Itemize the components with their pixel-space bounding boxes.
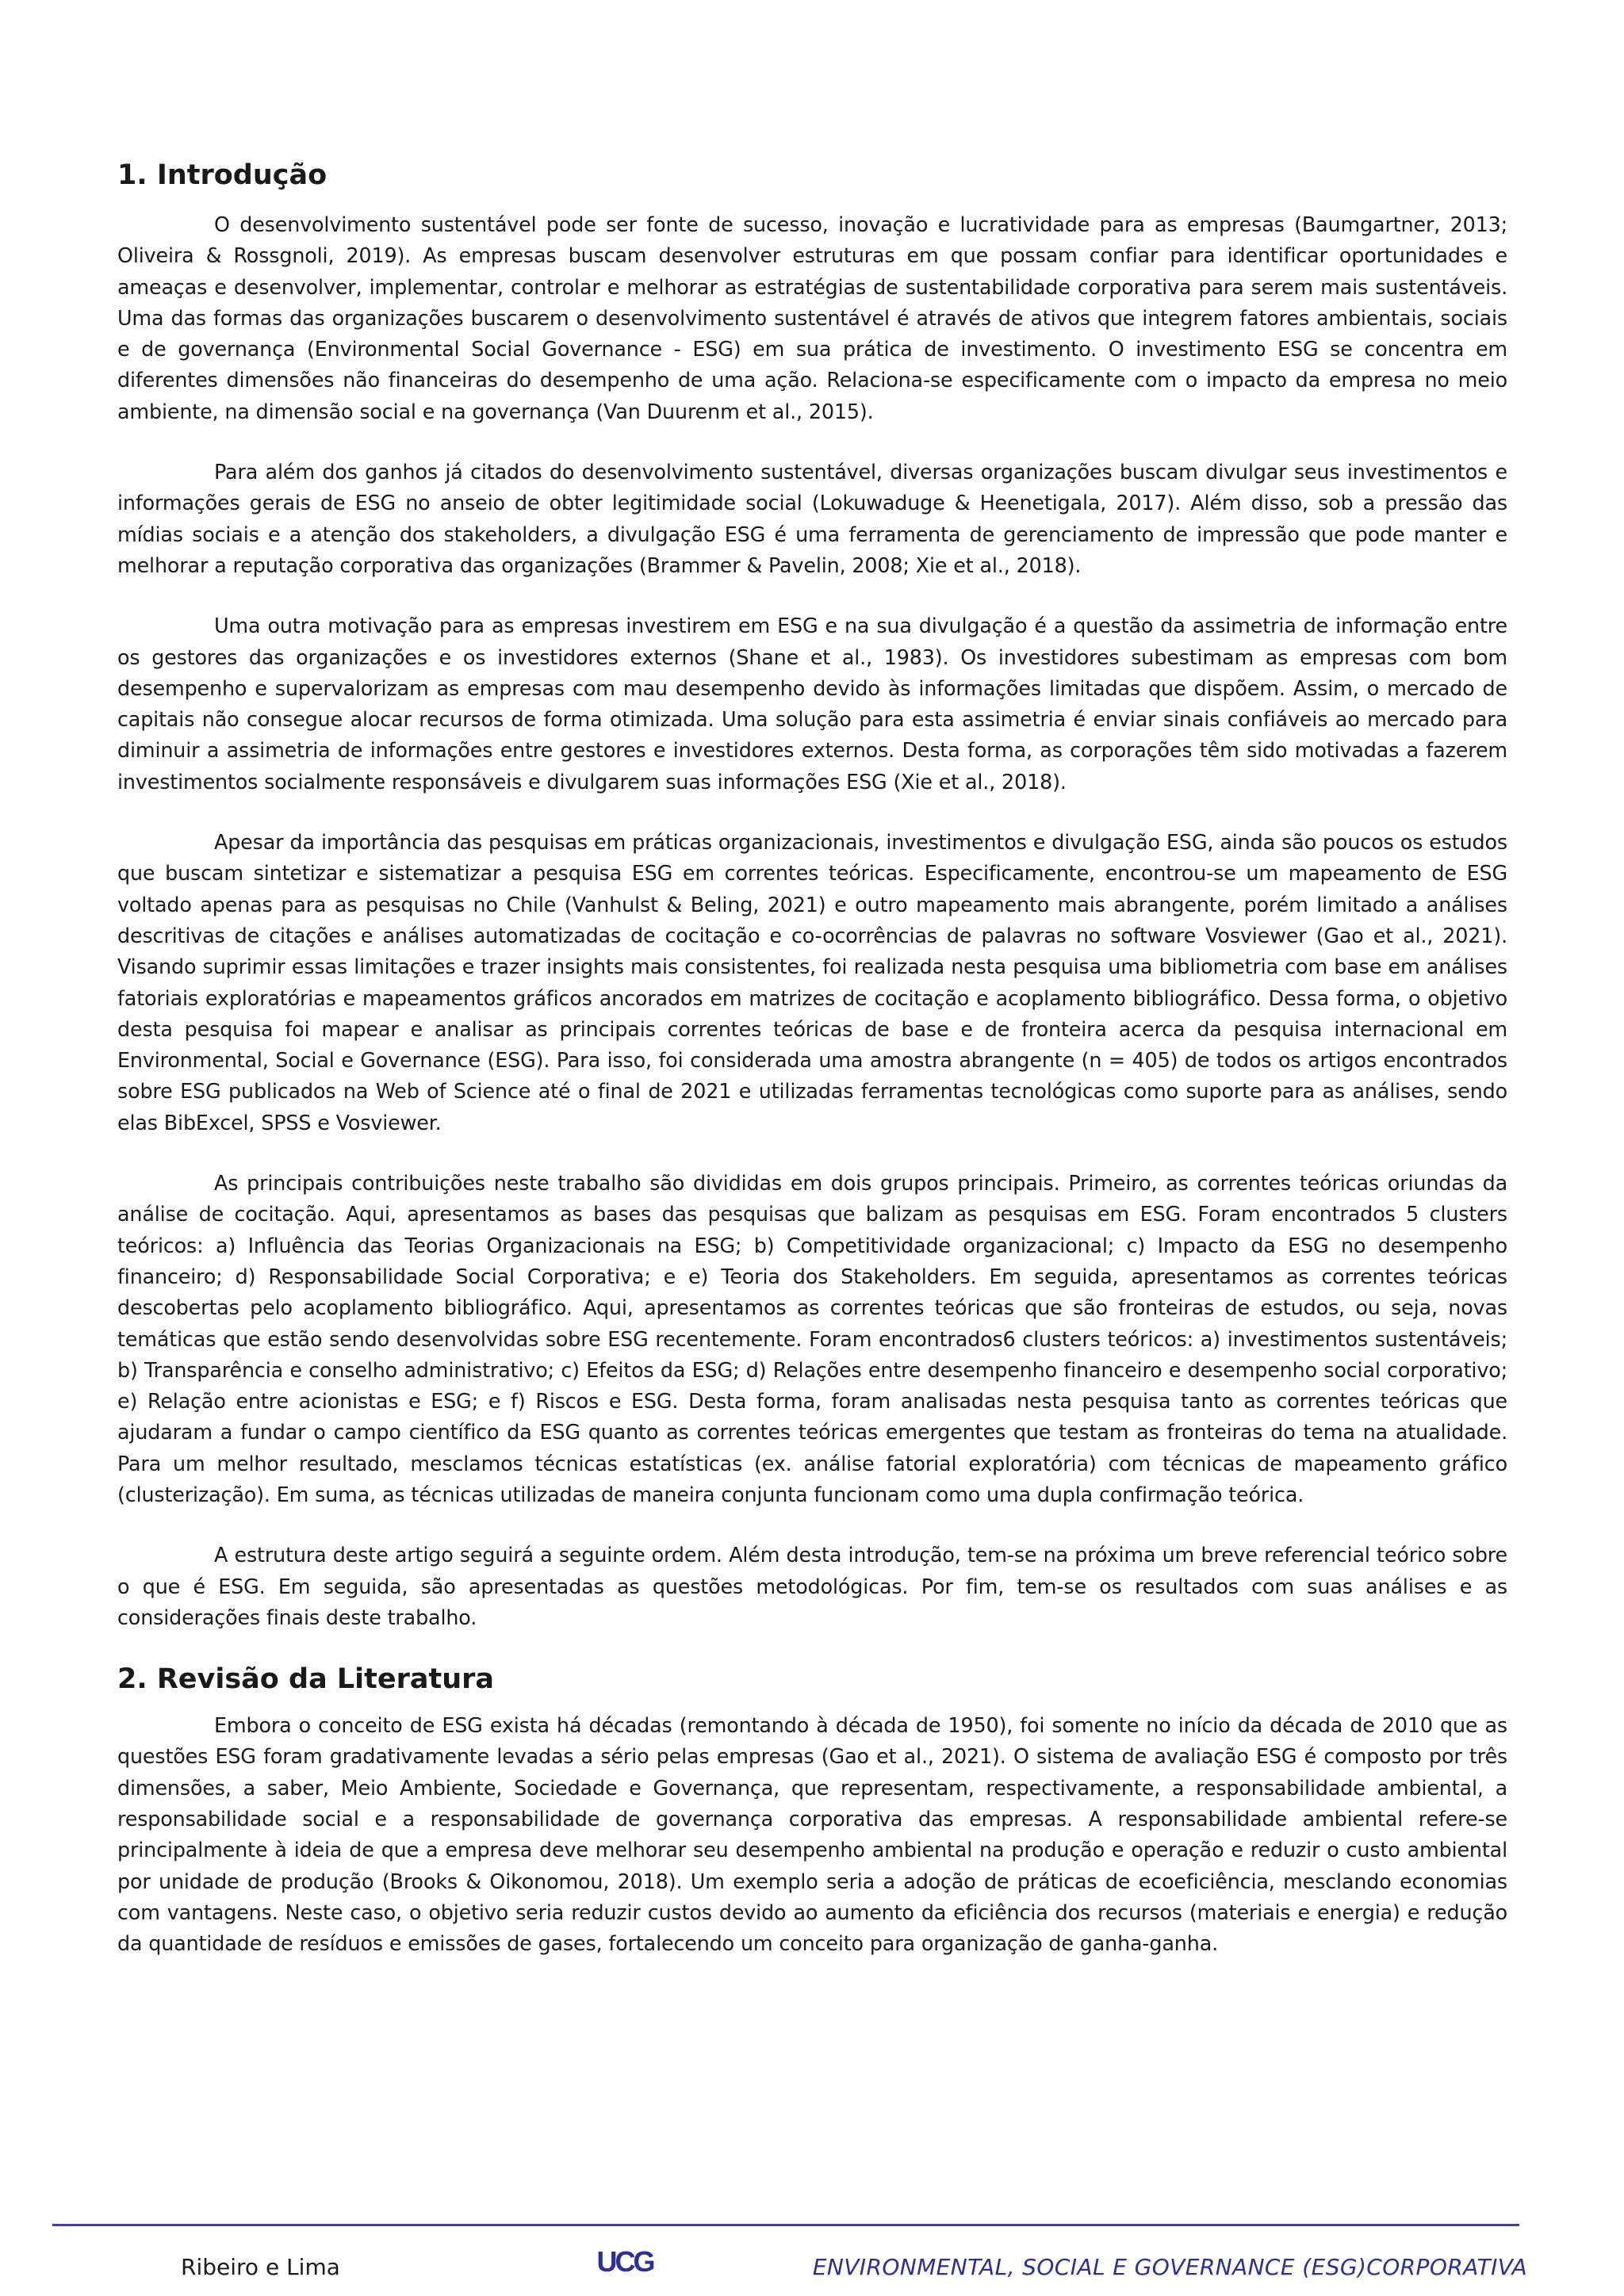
body-paragraph: Uma outra motivação para as empresas investirem em ESG e na sua divulgação é a questão da assimetria de informação entre os gestores das organizações e os investidores externos (Shane et al., 1983). Os investidores subestimam as empresas com bom desempenho e supervalorizam as empresas com mau desempenho devido às informações limitadas que dispõem. Assim, o mercado de capitais não consegue alocar recursos de forma otimizada. Uma solução para esta assimetria é enviar sinais confiáveis ao mercado para diminuir a assimetria de informações entre gestores e investidores externos. Desta forma, as corporações têm sido motivadas a fazerem investimentos socialmente responsáveis e divulgarem suas informações ESG (Xie et al., 2018). <box>117 614 1507 794</box>
body-paragraph: Embora o conceito de ESG exista há décadas (remontando à década de 1950), foi somente no início da década de 2010 que as questões ESG foram gradativamente levadas a sério pelas empresas (Gao et al., 2021). O sistema de avaliação ESG é composto por três dimensões, a saber, Meio Ambiente, Sociedade e Governança, que representam, respectivamente, a responsabilidade ambiental, a responsabilidade social e a responsabilidade de governança corporativa das empresas. A responsabilidade ambiental refere-se principalmente à ideia de que a empresa deve melhorar seu desempenho ambiental na produção e operação e reduzir o custo ambiental por unidade de produção (Brooks & Oikonomou, 2018). Um exemplo seria a adoção de práticas de ecoeficiência, mesclando economias com vantagens. Neste caso, o objetivo seria reduzir custos devido ao aumento da eficiência dos recursos (materiais e energia) e redução da quantidade de resíduos e emissões de gases, fortalecendo um conceito para organização de ganha-ganha. <box>117 1713 1507 1956</box>
footer-journal-title: ENVIRONMENTAL, SOCIAL E GOVERNANCE (ESG)CORPORATIVA <box>812 2254 1527 2280</box>
body-paragraph: Para além dos ganhos já citados do desenvolvimento sustentável, diversas organizações buscam divulgar seus investimentos e informações gerais de ESG no anseio de obter legitimidade social (Lokuwaduge & Heenetigala, 2017). Além disso, sob a pressão das mídias sociais e a atenção dos stakeholders, a divulgação ESG é uma ferramenta de gerenciamento de impressão que pode manter e melhorar a reputação corporativa das organizações (Brammer & Pavelin, 2008; Xie et al., 2018). <box>117 460 1507 577</box>
body-paragraph: O desenvolvimento sustentável pode ser fonte de sucesso, inovação e lucratividade para as empresas (Baumgartner, 2013; Oliveira & Rossgnoli, 2019). As empresas buscam desenvolver estruturas em que possam confiar para identificar oportunidades e ameaças e desenvolver, implementar, controlar e melhorar as estratégias de sustentabilidade corporativa para serem mais sustentáveis. Uma das formas das organizações buscarem o desenvolvimento sustentável é através de ativos que integrem fatores ambientais, sociais e de governança (Environmental Social Governance - ESG) em sua prática de investimento. O investimento ESG se concentra em diferentes dimensões não financeiras do desempenho de uma ação. Relaciona-se especificamente com o impacto da empresa no meio ambiente, na dimensão social e na governança (Van Duurenm et al., 2015). <box>117 212 1507 423</box>
journal-logo-text: UCG <box>596 2245 653 2277</box>
footer-divider <box>52 2224 1519 2226</box>
footer-authors: Ribeiro e Lima <box>181 2254 340 2280</box>
body-paragraph: Apesar da importância das pesquisas em práticas organizacionais, investimentos e divulgação ESG, ainda são poucos os estudos que buscam sintetizar e sistematizar a pesquisa ESG em correntes teóricas. Especificamente, encontrou-se um mapeamento de ESG voltado apenas para as pesquisas no Chile (Vanhulst & Beling, 2021) e outro mapeamento mais abrangente, porém limitado a análises descritivas de citações e análises automatizadas de cocitação e co-ocorrências de palavras no software Vosviewer (Gao et al., 2021). Visando suprimir essas limitações e trazer insights mais consistentes, foi realizada nesta pesquisa uma bibliometria com base em análises fatoriais exploratórias e mapeamentos gráficos ancorados em matrizes de cocitação e acoplamento bibliográfico. Dessa forma, o objetivo desta pesquisa foi mapear e analisar as principais correntes teóricas de base e de fronteira acerca da pesquisa internacional em Environmental, Social e Governance (ESG). Para isso, foi considerada uma amostra abrangente (n = 405) de todos os artigos encontrados sobre ESG publicados na Web of Science até o final de 2021 e utilizadas ferramentas tecnológicas como suporte para as análises, sendo elas BibExcel, SPSS e Vosviewer. <box>117 830 1507 1135</box>
journal-logo <box>592 2245 658 2277</box>
document-body <box>117 159 1507 1960</box>
section-introducao <box>117 159 1507 1633</box>
body-paragraph: As principais contribuições neste trabalho são divididas em dois grupos principais. Primeiro, as correntes teóricas oriundas da análise de cocitação. Aqui, apresentamos as bases das pesquisas que balizam as pesquisas em ESG. Foram encontrados 5 clusters teóricos: a) Influência das Teorias Organizacionais na ESG; b) Competitividade organizacional; c) Impacto da ESG no desempenho financeiro; d) Responsabilidade Social Corporativa; e e) Teoria dos Stakeholders. Em seguida, apresentamos as correntes teóricas descobertas pelo acoplamento bibliográfico. Aqui, apresentamos as correntes teóricas que são fronteiras de estudos, ou seja, novas temáticas que estão sendo desenvolvidas sobre ESG recentemente. Foram encontrados6 clusters teóricos: a) investimentos sustentáveis; b) Transparência e conselho administrativo; c) Efeitos da ESG; d) Relações entre desempenho financeiro e desempenho social corporativo; e) Relação entre acionistas e ESG; e f) Riscos e ESG. Desta forma, foram analisadas nesta pesquisa tanto as correntes teóricas que ajudaram a fundar o campo científico da ESG quanto as correntes teóricas emergentes que testam as fronteiras do tema na atualidade. Para um melhor resultado, mesclamos técnicas estatísticas (ex. análise fatorial exploratória) com técnicas de mapeamento gráfico (clusterização). Em suma, as técnicas utilizadas de maneira conjunta funcionam como uma dupla confirmação teórica. <box>117 1171 1507 1506</box>
body-paragraph: A estrutura deste artigo seguirá a seguinte ordem. Além desta introdução, tem-se na próxima um breve referencial teórico sobre o que é ESG. Em seguida, são apresentadas as questões metodológicas. Por fim, tem-se os resultados com suas análises e as considerações finais deste trabalho. <box>117 1543 1507 1629</box>
section-heading: 1. Introdução <box>117 159 327 191</box>
section-revisao-literatura <box>117 1663 1507 1959</box>
section-heading: 2. Revisão da Literatura <box>117 1663 495 1696</box>
